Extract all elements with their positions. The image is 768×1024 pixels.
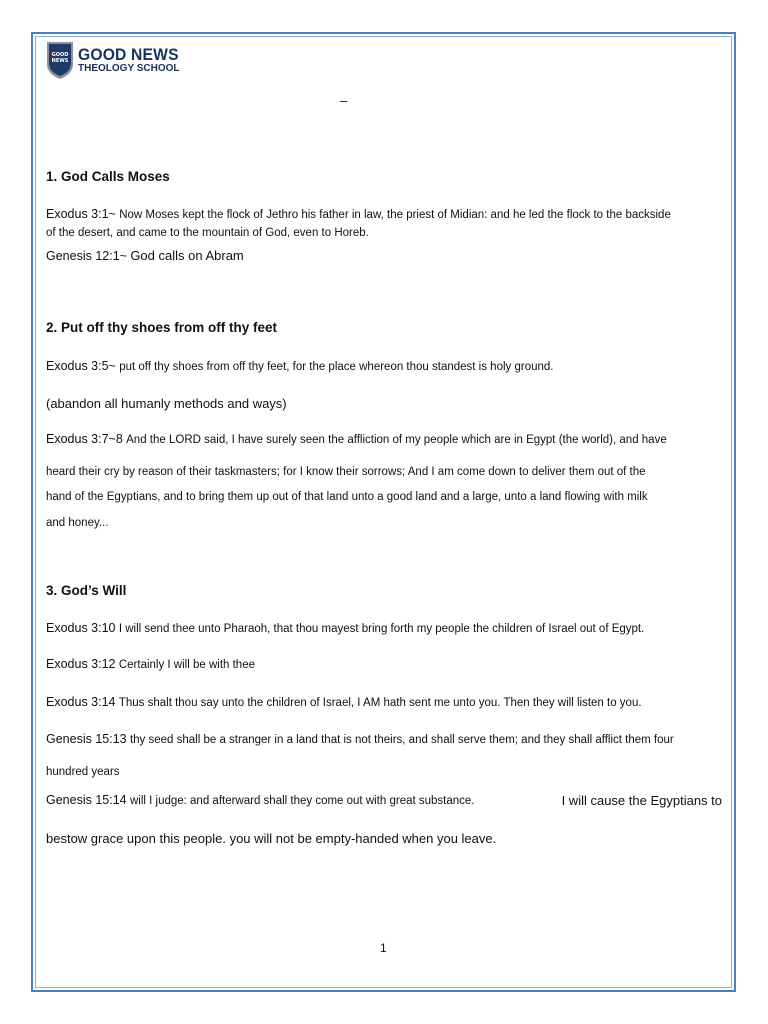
header-dash: – — [340, 93, 348, 108]
verse-line — [46, 207, 671, 221]
verse-text: I will cause the Egyptians to — [561, 793, 722, 808]
section-heading: 3. God’s Will — [46, 583, 127, 598]
verse-reference: Exodus 3:7~8 — [46, 432, 123, 446]
school-logo — [45, 40, 187, 80]
verse-reference: Exodus 3:10 — [46, 621, 116, 635]
verse-reference: Exodus 3:12 — [46, 657, 116, 671]
verse-line — [46, 248, 244, 263]
verse-line — [46, 695, 642, 709]
verse-text: I will send thee unto Pharaoh, that thou mayest bring forth my people the children of Israel out of Egypt. — [118, 623, 645, 635]
verse-text: God calls on Abram — [130, 248, 244, 263]
verse-text: put off thy shoes from off thy feet, for the place whereon thou standest is holy ground. — [119, 361, 554, 373]
logo-title: GOOD NEWS — [78, 45, 179, 64]
verse-reference: Genesis 15:13 — [46, 732, 127, 746]
verse-text: of the desert, and came to the mountain of God, even to Horeb. — [46, 227, 369, 239]
svg-text:GOOD: GOOD — [51, 52, 69, 58]
verse-line — [46, 621, 644, 635]
verse-text: heard their cry by reason of their taskmasters; for I know their sorrows; And I am come down to deliver them out of the — [46, 466, 646, 478]
svg-text:NEWS: NEWS — [51, 58, 69, 64]
verse-text: hundred years — [46, 766, 120, 778]
verse-line — [46, 432, 667, 446]
verse-line — [46, 359, 553, 373]
verse-text: Now Moses kept the flock of Jethro his father in law, the priest of Midian: and he led the flock to the backside — [119, 209, 671, 221]
verse-text: bestow grace upon this people. you will not be empty-handed when you leave. — [46, 831, 497, 846]
verse-note: (abandon all humanly methods and ways) — [46, 396, 287, 411]
verse-text: will I judge: and afterward shall they come out with great substance. — [129, 795, 475, 807]
section-heading: 2. Put off thy shoes from off thy feet — [46, 320, 278, 335]
verse-text: hand of the Egyptians, and to bring them up out of that land unto a good land and a large, unto a land flowing with milk — [46, 491, 648, 503]
verse-line — [46, 657, 255, 671]
verse-line — [46, 732, 674, 746]
verse-text: and honey... — [46, 517, 109, 529]
verse-reference: Exodus 3:1~ — [46, 207, 116, 221]
verse-line — [46, 793, 722, 808]
logo-subtitle: THEOLOGY SCHOOL — [78, 63, 180, 74]
verse-text: thy seed shall be a stranger in a land that is not theirs, and shall serve them; and they shall afflict them four — [129, 734, 674, 746]
verse-text: And the LORD said, I have surely seen the affliction of my people which are in Egypt (the world), and have — [126, 434, 667, 446]
verse-reference: Exodus 3:14 — [46, 695, 116, 709]
verse-text: Certainly I will be with thee — [118, 659, 255, 671]
page-number: 1 — [380, 941, 387, 955]
verse-reference: Exodus 3:5~ — [46, 359, 116, 373]
verse-text: Thus shalt thou say unto the children of Israel, I AM hath sent me unto you. Then they will listen to you. — [118, 697, 642, 709]
section-heading: 1. God Calls Moses — [46, 169, 170, 184]
verse-reference: Genesis 12:1~ — [46, 249, 127, 263]
shield-logo-icon — [45, 40, 75, 80]
verse-reference: Genesis 15:14 — [46, 793, 127, 807]
